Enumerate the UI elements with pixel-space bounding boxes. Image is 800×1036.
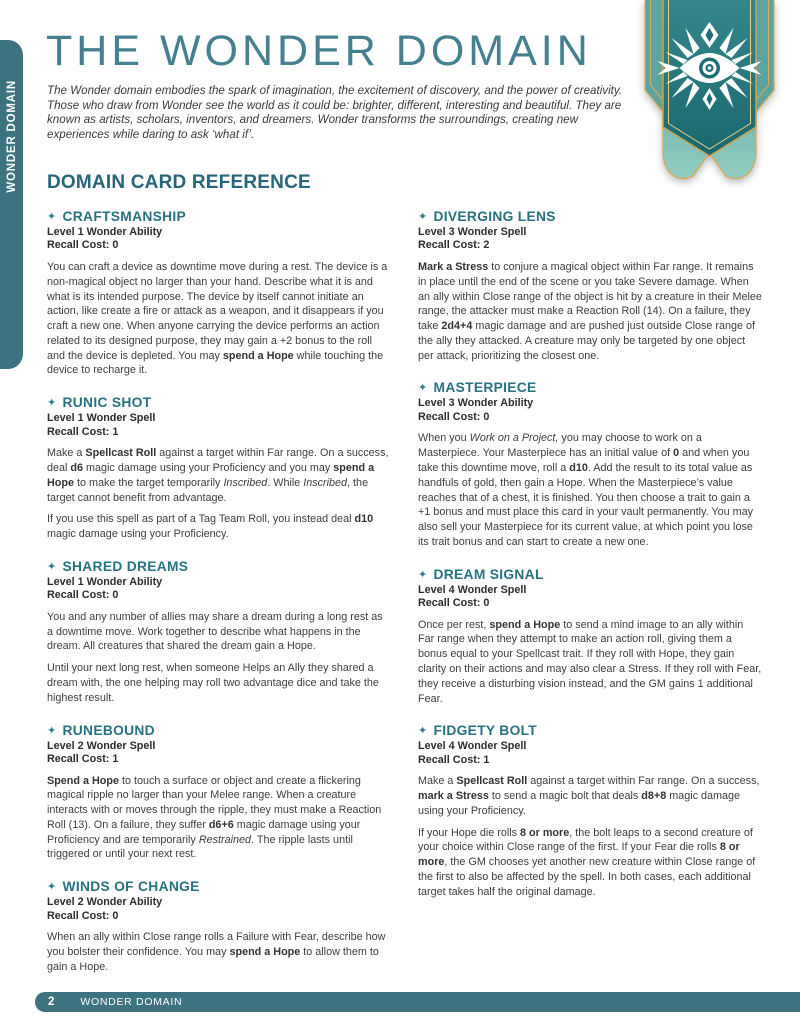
left-column <box>47 209 391 992</box>
star-bullet-icon: ✦ <box>47 881 57 894</box>
card-recall-cost: Recall Cost: 1 <box>47 753 119 766</box>
card-runic-shot <box>47 395 391 542</box>
card-name: DREAM SIGNAL <box>433 566 544 582</box>
page-title: THE WONDER DOMAIN <box>46 27 592 75</box>
card-paragraph: Make a Spellcast Roll against a target within Far range. On a success, mark a Stress to send a magic bolt that deals d8+8 magic damage using your Proficiency. <box>418 775 760 817</box>
card-title <box>47 209 391 224</box>
sidebar-domain-label: WONDER DOMAIN <box>5 80 18 193</box>
card-title <box>47 723 391 738</box>
card-diverging-lens <box>418 209 762 363</box>
footer-domain-label: WONDER DOMAIN <box>80 996 183 1008</box>
star-bullet-icon: ✦ <box>418 568 428 581</box>
card-recall-cost: Recall Cost: 0 <box>418 597 490 610</box>
card-winds-of-change <box>47 879 391 974</box>
star-bullet-icon: ✦ <box>418 211 428 223</box>
card-shared-dreams <box>47 559 391 706</box>
card-level: Level 3 Wonder Spell <box>418 226 527 238</box>
card-recall-cost: Recall Cost: 0 <box>47 909 119 922</box>
card-level: Level 2 Wonder Spell <box>47 739 156 752</box>
card-name: WINDS OF CHANGE <box>62 879 200 895</box>
card-paragraph: When you Work on a Project, you may choose to work on a Masterpiece. Your Masterpiece has an initial value of 0 and when you take this downtime move, roll a d10. Add the result to its total value as handfuls of gold, then gain a Hope. When the Masterpiece’s value reaches that of a chest, it is finished. You then choose a trait to gain a +1 bonus and must place this card in your vault permanently. You may also sell your Masterpiece for its current value, at which point you lose its trait bonus and can start to create a new one. <box>418 432 753 548</box>
card-recall-cost: Recall Cost: 0 <box>47 239 119 252</box>
domain-intro-text: The Wonder domain embodies the spark of imagination, the excitement of discovery, and the power of creativity. Those who draw from Wonder see the world as it could be: brighter, different, interesting and beautiful. They are known as artists, scholars, inventors, and dreamers. Wonder transforms the surroundings, creating new experiences while daring to ask ‘what if’. <box>47 84 623 142</box>
card-name: RUNEBOUND <box>62 722 155 738</box>
card-paragraph: You can craft a device as downtime move during a rest. The device is a non-magical object no larger than your hand. Describe what it is and what is its intended purpose. The device by itself cannot initiate an action, like create a fire or attack as a weapon, and it disappears if you craft a new one. When anyone carrying the device performs an action related to its designed purpose, they may gain a +2 bonus to the roll and the device is depleted. You may spend a Hope while touching the device to recharge it. <box>47 260 388 377</box>
card-name: RUNIC SHOT <box>62 395 152 411</box>
card-name: CRAFTSMANSHIP <box>62 209 187 224</box>
card-paragraph: Spend a Hope to touch a surface or object and create a flickering magical ripple no larger than your Melee range. When a creature interacts with or moves through the ripple, they must make a Reaction Roll (13). On a failure, they suffer d6+6 magic damage using your Proficiency and are temporarily Restrained. The ripple lasts until triggered or until your next rest. <box>47 774 382 861</box>
card-recall-cost: Recall Cost: 1 <box>47 425 119 438</box>
star-bullet-icon: ✦ <box>47 560 57 573</box>
card-name: DIVERGING LENS <box>433 209 556 224</box>
card-columns <box>47 209 763 992</box>
card-title <box>47 395 391 410</box>
card-masterpiece <box>418 380 762 549</box>
card-name: FIDGETY BOLT <box>433 723 538 739</box>
card-craftsmanship <box>47 209 391 378</box>
card-dream-signal <box>418 567 762 707</box>
card-recall-cost: Recall Cost: 2 <box>418 239 490 252</box>
card-level: Level 3 Wonder Ability <box>418 397 534 410</box>
section-heading: DOMAIN CARD REFERENCE <box>47 172 311 193</box>
card-paragraph: Once per rest, spend a Hope to send a mind image to an ally within Far range when they attempt to make an action roll, giving them a bonus equal to your Spellcast trait. If they roll with Hope, they gain clarity on their actions and may also clear a Stress. If they roll with Fear, they receive a disturbing vision instead, and the GM gains 1 additional Fear. <box>418 618 762 705</box>
card-recall-cost: Recall Cost: 1 <box>418 753 490 766</box>
card-paragraph: Mark a Stress to conjure a magical object within Far range. It remains in place until the end of the scene or you take Severe damage. When an ally within Close range of the object is hit by a creature in their Melee range, the attacker must make a Reaction Roll (14). On a failure, they take 2d4+4 magic damage and are pushed just outside Close range of the ally they attacked. A creature may only be targeted by one object per attack, prioritizing the closest one. <box>418 260 762 362</box>
card-title <box>418 209 762 224</box>
star-bullet-icon: ✦ <box>418 382 428 395</box>
card-paragraph: When an ally within Close range rolls a Failure with Fear, describe how you bolster their confidence. You may spend a Hope to allow them to gain a Hope. <box>47 931 386 973</box>
card-reference-section <box>47 172 763 992</box>
card-level: Level 1 Wonder Spell <box>47 412 156 425</box>
card-level: Level 4 Wonder Spell <box>418 583 527 596</box>
card-paragraph: If you use this spell as part of a Tag Team Roll, you instead deal d10 magic damage using your Proficiency. <box>47 513 374 541</box>
sidebar-domain-tab <box>0 40 23 369</box>
card-paragraph: Until your next long rest, when someone Helps an Ally they shared a dream with, the one helping may roll two advantage dice and take the highest result. <box>47 662 379 704</box>
card-paragraph: You and any number of allies may share a dream during a long rest as a downtime move. Work together to describe what happens in the dream. All creatures that shared the dream gain a Hope. <box>47 610 383 653</box>
star-bullet-icon: ✦ <box>418 725 428 738</box>
card-paragraph: If your Hope die rolls 8 or more, the bolt leaps to a second creature of your choice within Close range of the first. If your Fear die rolls 8 or more, the GM chooses yet another new creature within Close range of the first to also be affected by the spell. In both cases, each additional target takes half the original damage. <box>418 826 756 898</box>
card-title <box>47 559 391 574</box>
card-level: Level 1 Wonder Ability <box>47 226 163 238</box>
card-recall-cost: Recall Cost: 0 <box>418 410 490 423</box>
card-title <box>418 723 762 738</box>
card-name: MASTERPIECE <box>433 380 537 396</box>
right-column <box>418 209 762 992</box>
card-recall-cost: Recall Cost: 0 <box>47 589 119 602</box>
star-bullet-icon: ✦ <box>47 724 57 737</box>
card-level: Level 2 Wonder Ability <box>47 896 163 909</box>
card-runebound <box>47 723 391 863</box>
star-bullet-icon: ✦ <box>47 397 57 410</box>
card-fidgety-bolt <box>418 723 762 899</box>
page-footer-bar <box>35 992 800 1012</box>
card-title <box>47 879 391 894</box>
card-title <box>418 567 762 582</box>
card-name: SHARED DREAMS <box>62 558 189 574</box>
card-level: Level 1 Wonder Ability <box>47 575 163 588</box>
card-paragraph: Make a Spellcast Roll against a target within Far range. On a success, deal d6 magic damage using your Proficiency and you may spend a Hope to make the target temporarily Inscribed. While Inscribed, the target cannot benefit from advantage. <box>47 447 389 504</box>
page-number: 2 <box>48 996 55 1008</box>
card-title <box>418 380 762 395</box>
star-bullet-icon: ✦ <box>47 211 57 223</box>
card-level: Level 4 Wonder Spell <box>418 740 527 753</box>
